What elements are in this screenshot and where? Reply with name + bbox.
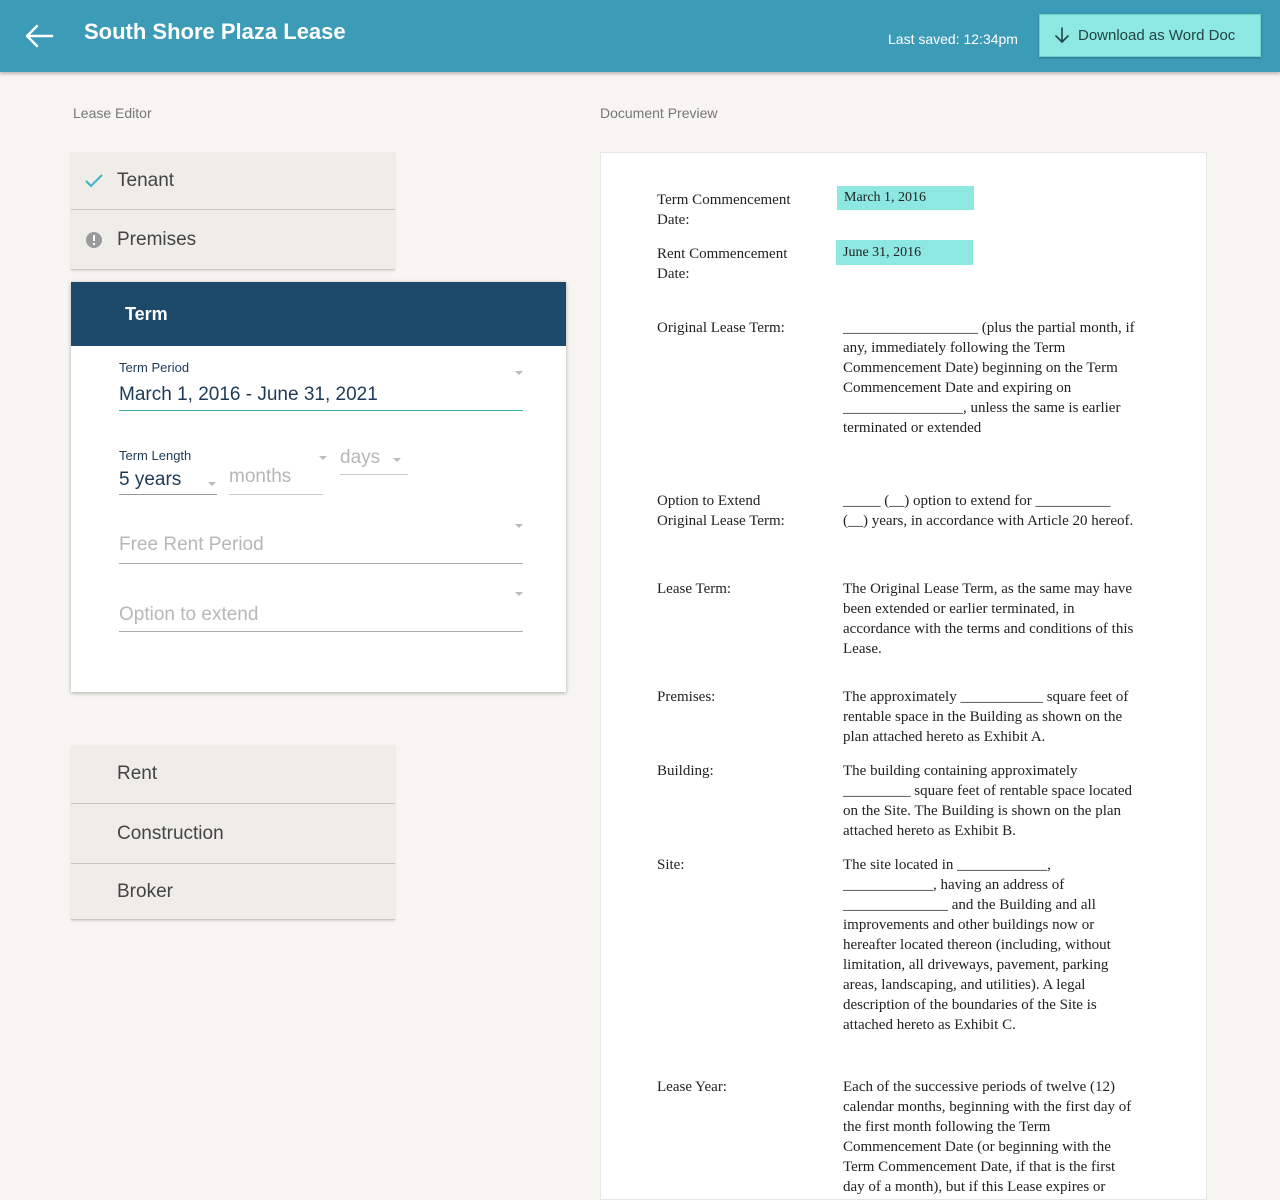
chevron-down-icon[interactable]: [208, 482, 216, 486]
years-underline: [119, 494, 217, 495]
free-rent-period-field[interactable]: Free Rent Period: [119, 534, 264, 555]
section-tenant-label: Tenant: [117, 169, 175, 191]
term-commencement-label: Term Commencement Date:: [657, 192, 791, 228]
section-rent-label: Rent: [117, 763, 158, 784]
section-construction-label: Construction: [117, 822, 224, 844]
document-preview: [600, 152, 1207, 1200]
section-construction[interactable]: [71, 804, 395, 864]
term-length-years[interactable]: 5 years: [119, 469, 182, 490]
page-title: South Shore Plaza Lease: [84, 19, 346, 44]
premises-text: The approximately ___________ square feet of rentable space in the Building as shown on the plan attached hereto as Exhibit A.: [843, 689, 1129, 745]
chevron-down-icon[interactable]: [515, 371, 523, 375]
site-text: The site located in ____________, ____________, having an address of ______________ and the Building and all improvements and other buildings now or hereafter located thereon (including, without limitation, all driveways, pavement, parking areas, landscaping, and utilities). A legal description of the boundaries of the Site is attached hereto as Exhibit C.: [843, 857, 1111, 1033]
rent-commencement-label: Rent Commencement Date:: [657, 246, 788, 282]
download-word-button[interactable]: [1039, 14, 1261, 57]
download-icon: [1054, 27, 1070, 45]
section-tenant[interactable]: [71, 152, 395, 210]
lease-year-text: Each of the successive periods of twelve (12) calendar months, beginning with the first day of the first month following the Term Commencement Date (or beginning with the Term Commencement Date, if that is the first day of a month), but if this Lease expires or: [843, 1079, 1132, 1195]
lease-term-text: The Original Lease Term, as the same may have been extended or earlier terminated, in accordance with the terms and conditions of this Lease.: [843, 581, 1134, 657]
option-to-extend-label: Option to Extend Original Lease Term:: [657, 493, 785, 529]
term-period-underline: [119, 410, 523, 411]
lease-term-label: Lease Term:: [657, 581, 732, 597]
original-lease-term-label: Original Lease Term:: [657, 320, 785, 336]
section-term-header[interactable]: [71, 282, 566, 346]
option-to-extend-field[interactable]: Option to extend: [119, 604, 259, 625]
option-underline: [119, 631, 523, 632]
original-lease-term-text: __________________ (plus the partial month, if any, immediately following the Term Commencement Date) beginning on the Term Commencement Date and expiring on ________________, unless the same is earlier terminated or extended: [843, 320, 1135, 436]
check-icon: [85, 172, 103, 190]
chevron-down-icon[interactable]: [515, 524, 523, 528]
building-text: The building containing approximately _________ square feet of rentable space located on the Site. The Building is shown on the plan attached hereto as Exhibit B.: [843, 763, 1133, 839]
premises-label: Premises:: [657, 689, 716, 705]
building-label: Building:: [657, 763, 714, 779]
term-panel: [71, 282, 566, 692]
term-period-label: Term Period: [119, 360, 190, 375]
section-term-label: Term: [125, 303, 168, 324]
rent-commencement-value: June 31, 2016: [836, 240, 973, 265]
document-preview-label: Document Preview: [600, 105, 718, 121]
last-saved-status: Last saved: 12:34pm: [888, 31, 1018, 47]
free-rent-underline: [119, 563, 523, 564]
download-button-label: Download as Word Doc: [1078, 27, 1236, 44]
chevron-down-icon[interactable]: [515, 592, 523, 596]
section-premises-label: Premises: [117, 228, 197, 250]
lease-editor-label: Lease Editor: [73, 105, 152, 121]
back-arrow-icon[interactable]: [22, 20, 58, 52]
chevron-down-icon[interactable]: [319, 456, 327, 460]
term-length-label: Term Length: [119, 448, 192, 463]
section-rent[interactable]: [71, 745, 395, 804]
days-underline: [340, 474, 408, 475]
term-commencement-value: March 1, 2016: [837, 186, 974, 210]
top-bar: [0, 0, 1280, 72]
chevron-down-icon[interactable]: [393, 458, 401, 462]
term-length-days[interactable]: days: [340, 447, 381, 468]
term-period-value[interactable]: March 1, 2016 - June 31, 2021: [119, 384, 378, 405]
term-length-months[interactable]: months: [229, 466, 292, 487]
section-premises[interactable]: [71, 210, 395, 270]
warning-icon: [85, 231, 103, 249]
months-underline: [229, 494, 323, 495]
option-to-extend-text: _____ (__) option to extend for __________ (__) years, in accordance with Article 20 hereof.: [843, 493, 1134, 529]
lease-year-label: Lease Year:: [657, 1079, 727, 1095]
section-broker[interactable]: [71, 864, 395, 920]
site-label: Site:: [657, 857, 685, 873]
section-broker-label: Broker: [117, 880, 173, 902]
